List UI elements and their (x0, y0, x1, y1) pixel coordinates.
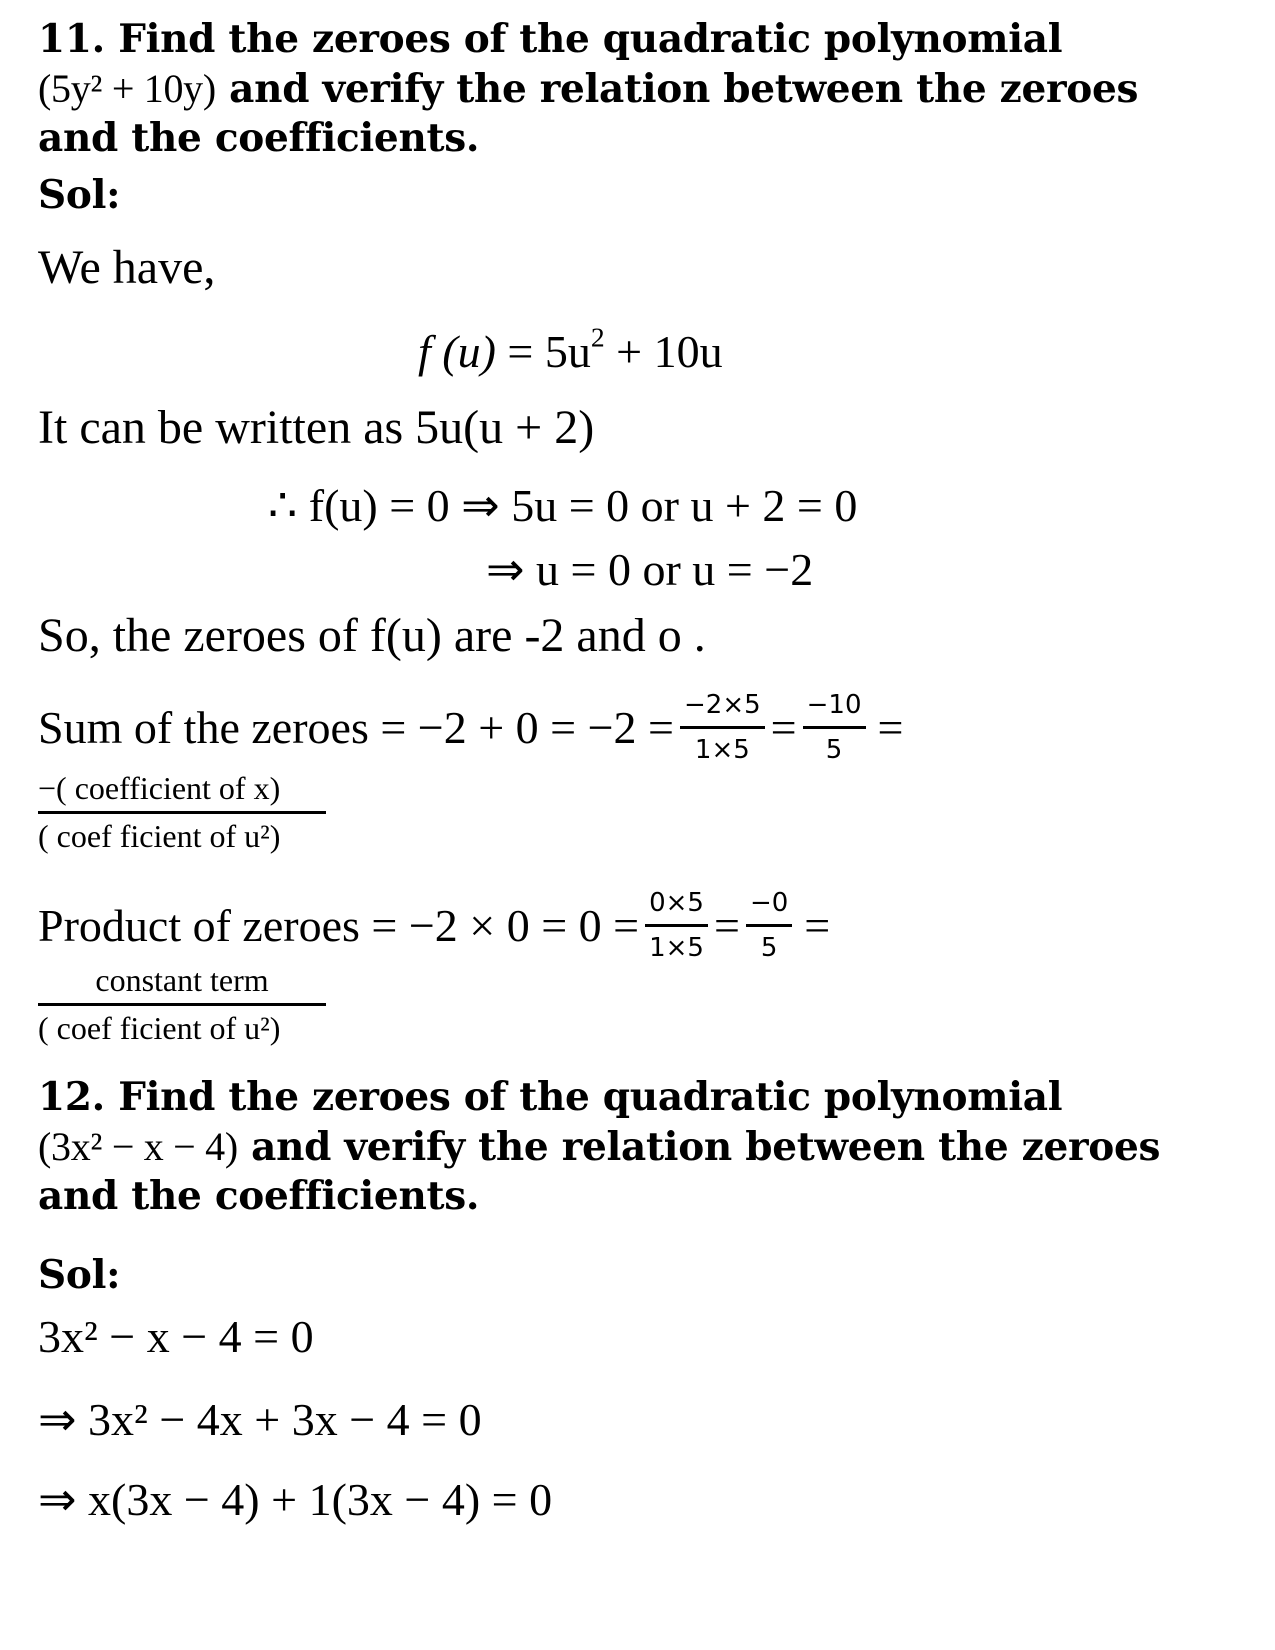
product-formula-denominator: ( coef ficient of u²) (38, 1010, 281, 1046)
sum-fraction-1 (680, 688, 765, 767)
zeroes-statement: So, the zeroes of f(u) are -2 and o . (38, 609, 706, 662)
sum-fraction-2-numerator: −10 (806, 690, 862, 720)
function-definition (418, 321, 723, 378)
q12-step-2: ⇒ 3x² − 4x + 3x − 4 = 0 (38, 1394, 482, 1445)
sum-of-zeroes-equation (38, 688, 903, 767)
function-rhs-a: = 5u (495, 326, 591, 377)
sum-fraction-1-denominator: 1×5 (694, 735, 750, 765)
question-11-line-2-text: and verify the relation between the zeroes (215, 66, 1139, 112)
fraction-bar (680, 726, 765, 729)
equals-sign: = (713, 900, 740, 951)
q12-step-1: 3x² − x − 4 = 0 (38, 1311, 314, 1362)
question-11-line-1: 11. Find the zeroes of the quadratic polynomial (38, 16, 1063, 62)
question-12-line-3: and the coefficients. (38, 1173, 480, 1219)
fraction-bar (803, 726, 866, 729)
we-have-text: We have, (38, 241, 216, 294)
product-fraction-2 (746, 886, 792, 965)
question-12-line-1: 12. Find the zeroes of the quadratic polynomial (38, 1074, 1063, 1120)
sum-formula-numerator: −( coefficient of x) (38, 770, 281, 806)
product-of-zeroes-equation (38, 886, 830, 965)
sum-lhs: Sum of the zeroes = −2 + 0 = −2 = (38, 702, 675, 753)
product-formula-numerator: constant term (95, 962, 269, 998)
question-12-polynomial: (3x² − x − 4) (38, 1124, 238, 1169)
fraction-bar (38, 1003, 326, 1006)
q12-step-3: ⇒ x(3x − 4) + 1(3x − 4) = 0 (38, 1474, 553, 1525)
function-rhs-b: + 10u (604, 326, 723, 377)
question-11-line-3: and the coefficients. (38, 115, 480, 161)
question-12-line-2-text: and verify the relation between the zeroes (237, 1124, 1161, 1170)
question-11-line-2 (38, 64, 1138, 114)
fraction-bar (38, 811, 326, 814)
product-fraction-2-numerator: −0 (749, 888, 789, 918)
sum-fraction-2-denominator: 5 (825, 735, 843, 765)
question-11-polynomial: (5y² + 10y) (38, 66, 216, 111)
equals-sign: = (877, 702, 904, 753)
product-lhs: Product of zeroes = −2 × 0 = 0 = (38, 900, 640, 951)
equals-sign: = (770, 702, 797, 753)
question-12-line-2 (38, 1122, 1160, 1172)
product-fraction-1-numerator: 0×5 (649, 888, 704, 918)
product-fraction-2-denominator: 5 (760, 933, 778, 963)
function-exponent: 2 (590, 321, 605, 353)
sum-formula-fraction (38, 770, 326, 855)
therefore-equation: ∴ f(u) = 0 ⇒ 5u = 0 or u + 2 = 0 (268, 480, 858, 531)
sum-fraction-1-numerator: −2×5 (684, 690, 761, 720)
fraction-bar (746, 924, 792, 927)
solution-label-12: Sol: (38, 1252, 121, 1298)
product-fraction-1 (645, 886, 708, 965)
product-formula-fraction (38, 962, 326, 1047)
sum-formula-denominator: ( coef ficient of u²) (38, 818, 281, 854)
function-lhs: f (u) (418, 326, 496, 377)
implies-equation: ⇒ u = 0 or u = −2 (486, 544, 814, 595)
solution-label-11: Sol: (38, 172, 121, 218)
factored-form-text: It can be written as 5u(u + 2) (38, 401, 595, 454)
sum-fraction-2 (803, 688, 866, 767)
equals-sign: = (804, 900, 831, 951)
product-fraction-1-denominator: 1×5 (649, 933, 704, 963)
fraction-bar (645, 924, 708, 927)
